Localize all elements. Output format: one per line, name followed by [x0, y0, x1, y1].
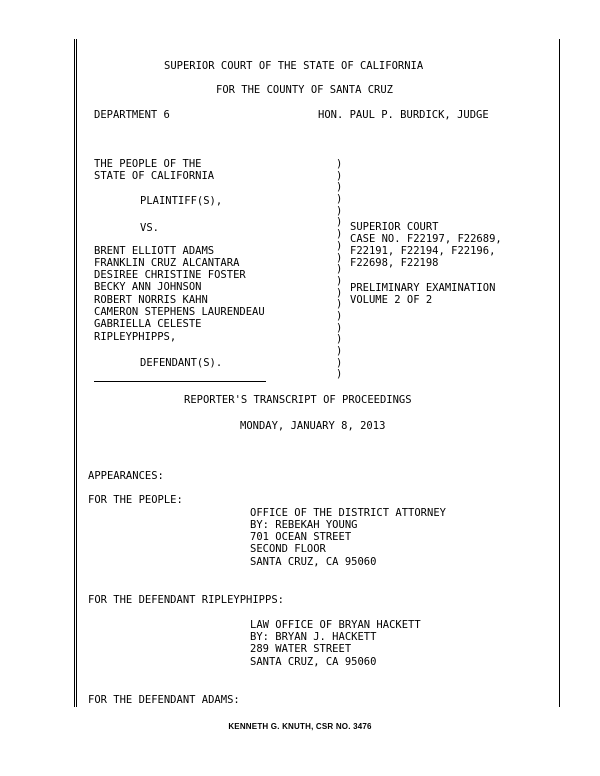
caption-paren: ) [336, 274, 343, 287]
caption-underscore: __ [252, 370, 265, 382]
defendant-name: ROBERT NORRIS KAHN [94, 294, 208, 306]
case-line: PRELIMINARY EXAMINATION [350, 282, 496, 294]
department: DEPARTMENT 6 [94, 109, 170, 121]
caption-paren: ) [336, 368, 343, 381]
appearance-label-adams: FOR THE DEFENDANT ADAMS: [88, 694, 240, 706]
defendant-name: DESIREE CHRISTINE FOSTER [94, 269, 246, 281]
caption-paren: ) [336, 345, 343, 357]
caption-paren: ) [336, 228, 343, 241]
appearance-line: BY: REBEKAH YOUNG [250, 519, 358, 531]
case-line: F22191, F22194, F22196, [350, 245, 496, 257]
appearance-line: OFFICE OF THE DISTRICT ATTORNEY [250, 507, 446, 519]
appearance-line: 289 WATER STREET [250, 643, 352, 655]
caption-underline [94, 381, 266, 382]
caption-paren-column [336, 158, 342, 380]
defendant-name: FRANKLIN CRUZ ALCANTARA [94, 257, 240, 269]
appearance-line: SANTA CRUZ, CA 95060 [250, 556, 377, 568]
defendant-role: DEFENDANT(S). [140, 357, 223, 369]
defendant-name: CAMERON STEPHENS LAURENDEAU [94, 306, 265, 318]
county-name: FOR THE COUNTY OF SANTA CRUZ [216, 84, 394, 96]
caption-paren: ) [336, 333, 343, 346]
appearance-label-ripleyphipps: FOR THE DEFENDANT RIPLEYPHIPPS: [88, 594, 284, 606]
defendant-name: BRENT ELLIOTT ADAMS [94, 245, 215, 257]
plaintiff-line: THE PEOPLE OF THE [94, 158, 202, 170]
court-name: SUPERIOR COURT OF THE STATE OF CALIFORNIA [164, 60, 424, 72]
plaintiff-role: PLAINTIFF(S), [140, 195, 223, 207]
defendant-name: BECKY ANN JOHNSON [94, 281, 202, 293]
caption-paren: ) [336, 204, 343, 217]
caption-paren: ) [336, 169, 343, 182]
case-line: CASE NO. F22197, F22689, [350, 233, 502, 245]
plaintiff-line: STATE OF CALIFORNIA [94, 170, 215, 182]
versus: VS. [140, 222, 159, 234]
caption-paren: ) [336, 286, 343, 299]
judge-name: HON. PAUL P. BURDICK, JUDGE [318, 109, 489, 121]
appearances-heading: APPEARANCES: [88, 470, 164, 482]
defendant-name: RIPLEYPHIPPS, [94, 331, 177, 343]
caption-paren: ) [336, 309, 343, 322]
defendant-name: GABRIELLA CELESTE [94, 318, 202, 330]
caption-paren: ) [336, 193, 343, 206]
caption-paren: ) [336, 356, 343, 369]
case-line: F22698, F22198 [350, 257, 439, 269]
caption-paren: ) [336, 239, 343, 252]
case-line: VOLUME 2 OF 2 [350, 294, 433, 306]
appearance-label-people: FOR THE PEOPLE: [88, 494, 183, 506]
reporter-footer: KENNETH G. KNUTH, CSR NO. 3476 [228, 722, 372, 731]
appearance-line: 701 OCEAN STREET [250, 531, 352, 543]
case-line: SUPERIOR COURT [350, 221, 439, 233]
caption-paren: ) [336, 181, 343, 194]
caption-paren: ) [336, 216, 343, 229]
caption-paren: ) [336, 321, 343, 334]
appearance-line: LAW OFFICE OF BRYAN HACKETT [250, 619, 421, 631]
appearance-line: SANTA CRUZ, CA 95060 [250, 656, 377, 668]
page-border [74, 39, 560, 707]
transcript-title: REPORTER'S TRANSCRIPT OF PROCEEDINGS [184, 394, 412, 406]
caption-paren: ) [336, 158, 343, 170]
caption-paren: ) [336, 298, 343, 311]
appearance-line: SECOND FLOOR [250, 543, 326, 555]
caption-paren: ) [336, 263, 343, 276]
caption-paren: ) [336, 251, 343, 264]
appearance-line: BY: BRYAN J. HACKETT [250, 631, 377, 643]
proceeding-date: MONDAY, JANUARY 8, 2013 [240, 420, 386, 432]
